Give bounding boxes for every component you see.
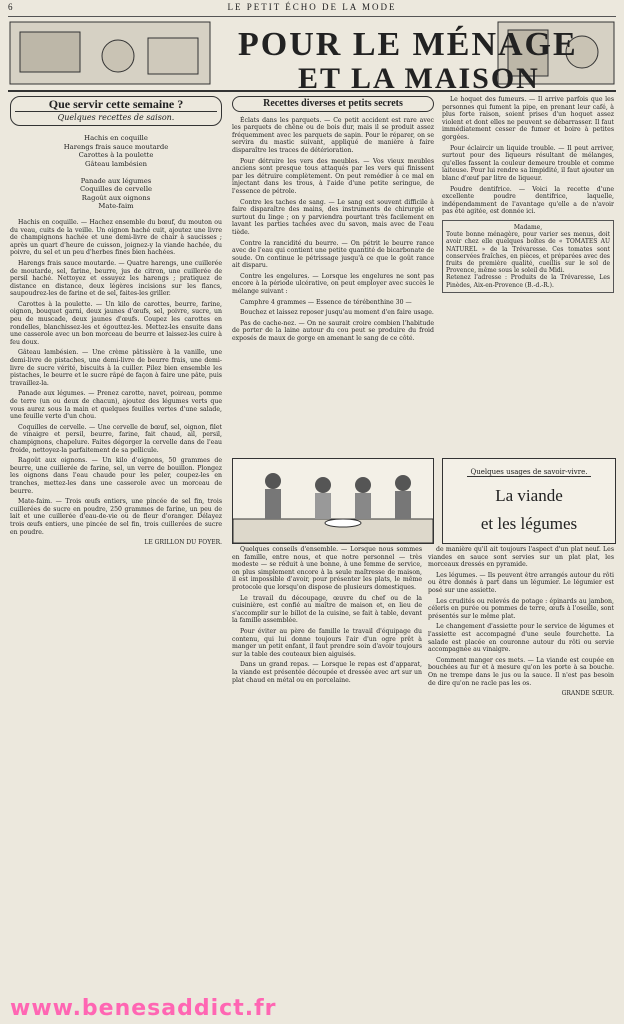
recipe-paragraph: Harengs frais sauce moutarde. — Quatre harengs, une cuillerée de moutarde, sel, farine, beurre, jus de citron, une cuillerée de persil haché. Nettoyez et essuyez les harengs ; pratiquez de distance en distance, deux légères incisions sur les flancs, saupoudrez-les de farine et de sel, faites-les griller. xyxy=(10,259,222,298)
menu-item: Carottes à la poulette xyxy=(78,151,154,160)
etiquette-paragraph: Dans un grand repas. — Lorsque le repas est d'apparat, la viande est présentée découpée et dressée avec art sur un plat chaud en métal ou en porcelaine. xyxy=(232,661,422,684)
etiquette-paragraph: Le travail du découpage, œuvre du chef ou de la cuisinière, est confié au maître de maison et, en lieu de s'accomplir sur le billot de la cuisine, se fait à table, devant la famille assemblée. xyxy=(232,594,422,625)
column-viande-2 xyxy=(428,546,614,698)
savoir-vivre-box xyxy=(442,458,616,544)
menu-box-title: Que servir cette semaine ? xyxy=(48,97,184,111)
banner-title-line2: ET LA MAISON xyxy=(298,62,540,95)
magazine-title: LE PETIT ÉCHO DE LA MODE xyxy=(227,2,397,12)
savoir-vivre-title-line2: et les légumes xyxy=(480,514,578,533)
tip-paragraph: Contre les engelures. — Lorsque les engelures ne sont pas encore à la période ulcérative, on peut employer avec succès le mélange suivant : xyxy=(232,272,434,296)
column-tips-letter xyxy=(442,96,614,297)
tip-paragraph: Contre les taches de sang. — Le sang est souvent difficile à faire disparaître des mains, des instruments de chirurgie et surtout du linge ; on y parviendra pourtant très facilement en lavant les parties tachées avec du savon, mais avec de l'eau tiède. xyxy=(232,198,434,236)
tip-formula: Camphre 4 grammes — Essence de térébenthine 30 — xyxy=(240,298,412,306)
column-viande-1 xyxy=(232,546,422,687)
advertisement-letter xyxy=(442,220,614,293)
etiquette-paragraph: Pour éviter au père de famille le travail d'équipage du contenu, qui lui donne toujours l'air d'un ogre prêt à manger un petit enfant, il faut prendre soin d'avoir toujours sur la table des couteaux bien aiguisés. xyxy=(232,627,422,658)
letter-signature: Retenez l'adresse : Produits de la Trévaresse, Les Pinèdes, Aix-en-Provence (B.-d.-R.). xyxy=(446,274,610,289)
etiquette-paragraph: Les crudités ou relevés de potage : épinards au jambon, céleris en purée ou pommes de terre, œufs à l'oseille, sont présentés sur le même plat. xyxy=(428,597,614,620)
letter-salutation: Madame, xyxy=(513,223,543,231)
column-menu-recipes xyxy=(10,96,222,547)
menu-item: Panade aux légumes xyxy=(80,176,152,185)
menu-box-subtitle: Quelques recettes de saison. xyxy=(15,111,217,122)
etiquette-paragraph: Quelques conseils d'ensemble. — Lorsque nous sommes en famille, entre nous, et que notre personnel — très modeste — se réduit à une bonne, à une femme de service, on plus simplement encore à la seule maîtresse de maison, il est impossible d'avoir, pour présenter les plats, le même protocole que lorsqu'on dispose de plusieurs domestiques. xyxy=(232,546,422,591)
menu-list-1 xyxy=(10,134,222,168)
section-banner xyxy=(8,18,616,95)
dining-illustration xyxy=(232,458,434,544)
letter-body: Toute bonne ménagère, pour varier ses menus, doit avoir chez elle quelques boîtes de « TOMATES AU NATUREL » de la Trévaresse. Ces tomates sont conservées fraîches, en pièces, et préparées avec des fruits de première qualité, cueillis sur le sol de Provence, même sous le soleil du Midi. xyxy=(446,231,610,275)
page-number: 6 xyxy=(8,2,15,12)
tip-paragraph: Le hoquet des fumeurs. — Il arrive parfois que les personnes qui fument la pipe, en prenant leur café, à plus forte raison, soient prises d'un hoquet assez violent et dont elles ne peuvent se débarrasser. Il faut immédiatement cesser de fumer et boire à petites gorgées. xyxy=(442,96,614,141)
tip-paragraph: Pas de cache-nez. — On ne saurait croire combien l'habitude de porter de la laine autour du cou peut se produire du froid exposés de maux de gorge en amenant le sang de ce côté. xyxy=(232,319,434,343)
menu-item: Mate-faim xyxy=(98,202,134,211)
watermark: www.benesaddict.fr xyxy=(10,996,277,1021)
menu-item: Harengs frais sauce moutarde xyxy=(63,142,169,151)
etiquette-paragraph: Les légumes. — Ils peuvent être arrangés autour du rôti ou être donnés à part dans un légumier. Le légumier est posé sur une assiette. xyxy=(428,571,614,594)
menu-item: Hachis en coquille xyxy=(84,134,148,143)
recipe-paragraph: Carottes à la poulette. — Un kilo de carottes, beurre, farine, oignon, bouquet garni, deux jaunes d'œufs, sel, poivre, sucre, un peu de muscade, deux jaunes d'œufs. Coupez les carottes en rondelles, blanchissez-les et égouttez-les. Mettez-les ensuite dans une casserole avec un bon morceau de beurre et laissez-les cuire à feu doux. xyxy=(10,300,222,346)
menu-item: Gâteau lambésien xyxy=(85,159,147,168)
column-secrets xyxy=(232,96,434,346)
recipe-paragraph: Gâteau lambésien. — Une crème pâtissière à la vanille, une demi-livre de pistaches, une demi-livre de beurre frais, une demi-livre de sucre vérité, biscuits à la cuiller. Pilez bien ensemble les pistaches, le beurre et le sucre râpé de façon à faire une pâte, puis travaillez-la. xyxy=(10,349,222,387)
author-signature: LE GRILLON DU FOYER. xyxy=(144,539,222,547)
savoir-vivre-subtitle: Quelques usages de savoir-vivre. xyxy=(467,468,592,477)
savoir-vivre-title-line1: La viande xyxy=(495,486,563,505)
recipe-paragraph: Panade aux légumes. — Prenez carotte, navet, poireau, pomme de terre (un ou deux de chacun), ajoutez des légumes verts que vous aurez sous la main et quelques feuilles vertes d'une salade, une feuille verte d'un chou. xyxy=(10,390,222,421)
etiquette-paragraph: Le changement d'assiette pour le service de légumes et l'assiette est accompagné d'une seule fourchette. La salade est placée en couronne autour du rôti ou servie accompagnée au vinaigre. xyxy=(428,623,614,654)
tip-paragraph: Pour détruire les vers des meubles. — Vos vieux meubles anciens sont presque tous attaqués par les vers qui finissent par les détruire complètement. On peut remédier à ce mal en injectant dans les trous, à l'aide d'une petite seringue, de l'essence de pétrole. xyxy=(232,157,434,195)
secrets-box-title: Recettes diverses et petits secrets xyxy=(232,96,434,112)
menu-item: Coquilles de cervelle xyxy=(79,185,153,194)
etiquette-paragraph: Comment manger ces mets. — La viande est coupée en bouchées au fur et à mesure qu'on les porte à sa bouche. On ne trempe dans le jus ou la sauce. Il n'est pas besoin de dire qu'on ne racle pas les os. xyxy=(428,656,614,687)
author-signature: GRANDE SŒUR. xyxy=(561,690,614,698)
tip-paragraph: Pour éclaircir un liquide trouble. — Il peut arriver, surtout pour des liqueurs résultant de mélanges, qu'elles fassent la couleur demeure trouble et comme laiteuse. Pour lui rendre sa limpidité, il faut ajouter un blanc d'œuf par litre de liqueur. xyxy=(442,144,614,182)
tip-paragraph: Éclats dans les parquets. — Ce petit accident est rare avec les parquets de chêne ou de bois dur, mais il se produit assez fréquemment avec les parquets de sapin. Pour le réparer, on se servira du mastic suivant, appliqué de manière à faire disparaître les traces de détérioration. xyxy=(232,116,434,154)
tip-paragraph: Contre la rancidité du beurre. — On pétrit le beurre rance avec de l'eau qui contient une petite quantité de bicarbonate de soude. On continue le pétrissage jusqu'à ce que le goût rance ait disparu. xyxy=(232,239,434,270)
recipe-paragraph: Ragoût aux oignons. — Un kilo d'oignons, 50 grammes de beurre, une cuillerée de farine, sel, un verre de bouillon. Plongez les oignons dans l'eau chaude pour les peler, coupez-les en tranches, mettez-les dans une casserole avec un morceau de beurre. xyxy=(10,457,222,495)
etiquette-paragraph: de manière qu'il ait toujours l'aspect d'un plat neuf. Les viandes en sauce sont servies sur un plat plat, les morceaux dressés en pyramide. xyxy=(428,546,614,569)
recipe-paragraph: Mate-faim. — Trois œufs entiers, une pincée de sel fin, trois cuillerées de sucre en poudre, 250 grammes de farine, un peu de lait et une cuillerée d'eau-de-vie ou de fleur d'oranger. Délayez trois œufs entiers, une pincée de sel fin, trois cuillerées de sucre en poudre. xyxy=(10,498,222,536)
tip-paragraph: Bouchez et laissez reposer jusqu'au moment d'en faire usage. xyxy=(240,309,434,317)
menu-item: Ragoût aux oignons xyxy=(81,193,151,202)
recipe-paragraph: Coquilles de cervelle. — Une cervelle de bœuf, sel, oignon, filet de vinaigre et persil, beurre, farine, fait chaud, ail, persil, champignons, chapelure. Faites dégorger la cervelle dans de l'eau froide, nettoyez-la parfaitement de sa pellicule. xyxy=(10,423,222,454)
menu-list-2 xyxy=(10,177,222,211)
banner-title-line1: POUR LE MÉNAGE xyxy=(238,26,578,63)
running-head xyxy=(8,2,616,17)
tip-paragraph: Poudre dentifrice. — Voici la recette d'une excellente poudre dentifrice, laquelle, indépendamment de l'avantage qu'elle a de n'avoir pas été agitée, est donnée ici. xyxy=(442,185,614,216)
menu-box xyxy=(10,96,222,126)
recipe-paragraph: Hachis en coquille. — Hachez ensemble du bœuf, du mouton ou du veau, cuits de la veille. Un oignon haché cuit, ajoutez une livre de champignons hachée et une demi-livre de chair à saucisses ; après un quart d'heure de cuisson, joignez-y la viande hachée, du poivre, du sel et un peu d'herbes fines bien hachées. xyxy=(10,218,222,257)
